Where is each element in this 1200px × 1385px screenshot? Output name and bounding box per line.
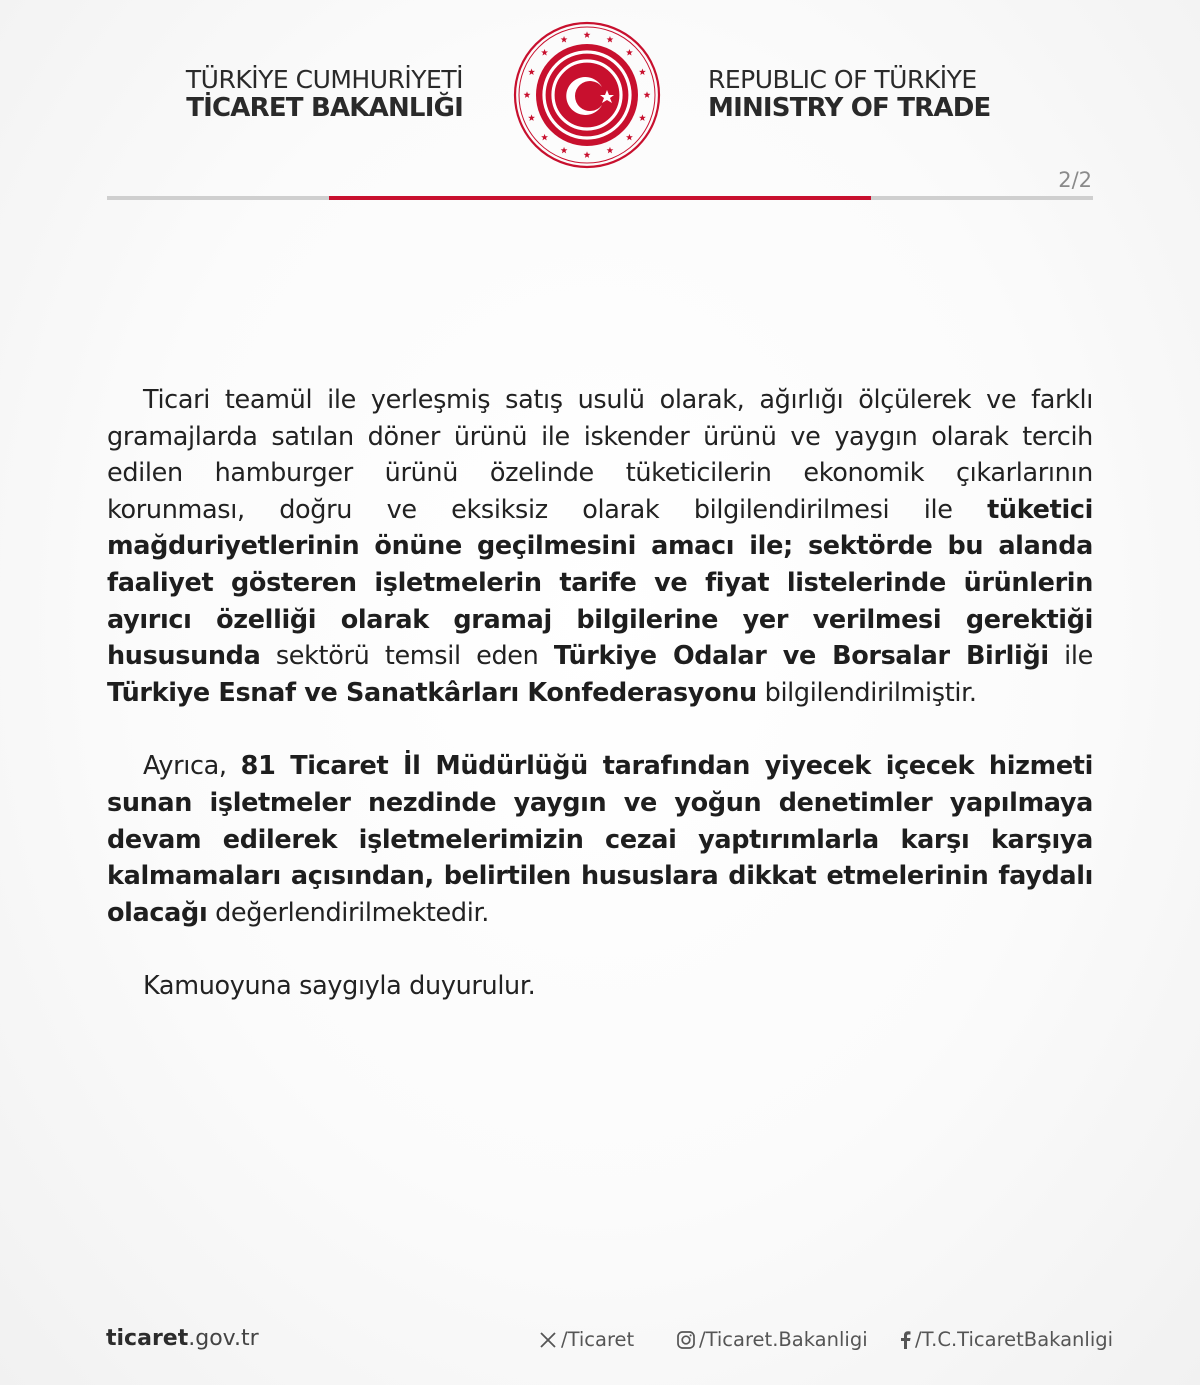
website-link[interactable] xyxy=(106,1326,259,1351)
text-run: ile xyxy=(1048,641,1093,672)
text-run: sektörü temsil eden xyxy=(260,641,554,672)
seal-star xyxy=(644,91,651,98)
seal-star xyxy=(607,147,614,154)
seal-star xyxy=(561,36,568,43)
facebook-handle: /T.C.TicaretBakanligi xyxy=(915,1328,1114,1351)
announcement-body xyxy=(107,382,1093,1042)
divider-accent xyxy=(329,196,871,200)
instagram-handle: /Ticaret.Bakanligi xyxy=(699,1328,868,1351)
seal-star xyxy=(541,134,548,141)
paragraph-3 xyxy=(107,968,1093,1005)
x-handle: /Ticaret xyxy=(561,1328,635,1351)
seal-star xyxy=(561,147,568,154)
header-country-tr: TÜRKİYE CUMHURİYETİ xyxy=(185,65,463,94)
text-run: Kamuoyuna saygıyla duyurulur. xyxy=(143,971,536,1002)
header-ministry-tr: TİCARET BAKANLIĞI xyxy=(186,93,463,123)
header-ministry-en: MINISTRY OF TRADE xyxy=(708,93,991,123)
website-domain-rest: .gov.tr xyxy=(188,1326,259,1351)
text-run: bilgilendirilmiştir. xyxy=(756,677,977,708)
ministry-seal-logo xyxy=(512,20,662,170)
bold-text-run: 81 Ticaret İl Müdürlüğü tarafından yiyecek içecek hizmeti sunan işletmeler nezdinde yaygın ve yoğun denetimler yapılmaya devam edilerek işletmelerimizin cezai yaptırımlarla karşı karşıya kalmamaları açısından, belirtilen hususlara dikkat etmelerinin faydalı olacağı xyxy=(107,751,1093,928)
seal-star xyxy=(626,134,633,141)
page-number: 2/2 xyxy=(1058,168,1092,192)
website-domain-bold: ticaret xyxy=(106,1326,189,1351)
seal-star xyxy=(607,36,614,43)
text-run: Ticari teamül ile yerleşmiş satış usulü olarak, ağırlığı ölçülerek ve farklı gramajlarda satılan döner ürünü ile iskender ürünü ve yaygın olarak tercih edilen hamburger ürünü özelinde tüketicilerin ekonomik çıkarlarının korunması, doğru ve eksiksiz olarak bilgilendirilmesi ile xyxy=(107,385,1093,525)
text-run: değerlendirilmektedir. xyxy=(207,897,489,928)
header-country-en: REPUBLIC OF TÜRKİYE xyxy=(708,65,977,94)
header-left xyxy=(186,66,463,123)
instagram-link[interactable] xyxy=(676,1328,868,1351)
seal-star xyxy=(584,31,591,38)
x-icon xyxy=(538,1330,558,1350)
bold-text-run: Türkiye Esnaf ve Sanatkârları Konfederasyonu xyxy=(107,677,757,708)
facebook-icon xyxy=(898,1330,912,1350)
seal-star xyxy=(639,114,646,121)
bold-text-run: Türkiye Odalar ve Borsalar Birliği xyxy=(553,641,1049,672)
text-run: Ayrıca, xyxy=(143,751,241,782)
x-link[interactable] xyxy=(538,1328,634,1351)
seal-star xyxy=(639,68,646,75)
header-right xyxy=(708,66,990,123)
paragraph-2 xyxy=(107,748,1093,931)
header-divider xyxy=(107,196,1093,200)
seal-star xyxy=(541,49,548,56)
bold-text-run: tüketici mağduriyetlerinin önüne geçilmesini amacı ile; sektörde bu alanda faaliyet gösteren işletmelerin tarife ve fiyat listelerinde ürünlerin ayırıcı özelliği olarak gramaj bilgilerine yer verilmesi gerektiği hususunda xyxy=(107,494,1093,672)
paragraph-1 xyxy=(107,382,1093,711)
seal-star xyxy=(528,68,535,75)
seal-star xyxy=(524,91,531,98)
seal-star xyxy=(584,151,591,158)
facebook-link[interactable] xyxy=(898,1328,1113,1351)
seal-star xyxy=(528,114,535,121)
seal-star xyxy=(626,49,633,56)
instagram-icon xyxy=(676,1330,696,1350)
